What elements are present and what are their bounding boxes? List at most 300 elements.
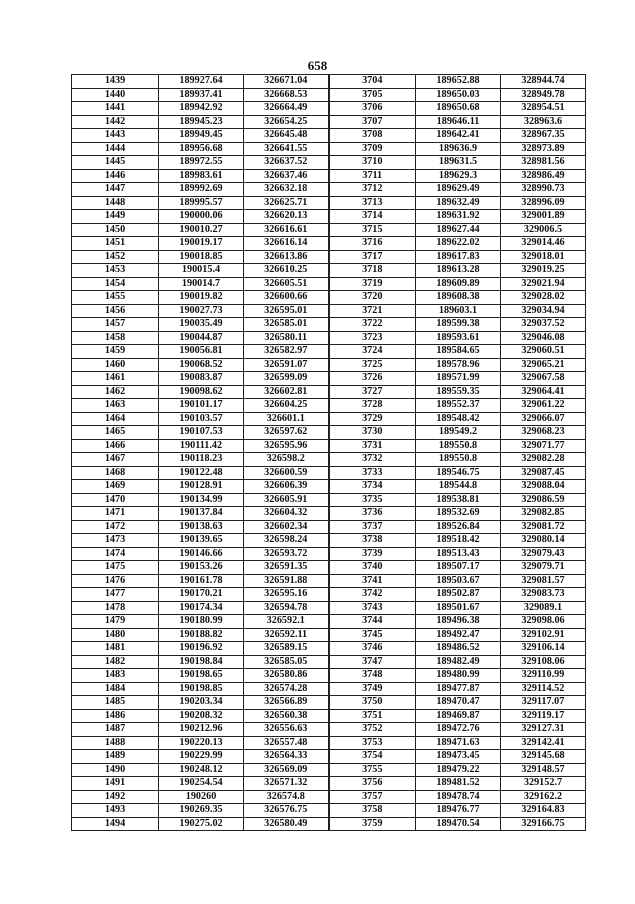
- point-number-left-cell: 1476: [72, 574, 159, 588]
- x-coordinate-right-cell: 189503.67: [416, 574, 501, 588]
- x-coordinate-right-cell: 189552.37: [416, 399, 501, 413]
- y-coordinate-right-cell: 329068.23: [501, 426, 586, 440]
- point-number-right-cell: 3731: [329, 439, 416, 453]
- x-coordinate-right-cell: 189550.8: [416, 439, 501, 453]
- table-row: [72, 588, 586, 602]
- table-row: [72, 574, 586, 588]
- x-coordinate-left-cell: 190254.54: [159, 777, 244, 791]
- point-number-right-cell: 3720: [329, 291, 416, 305]
- x-coordinate-left-cell: 189949.45: [159, 129, 244, 143]
- table-row: [72, 520, 586, 534]
- y-coordinate-left-cell: 326598.2: [244, 453, 329, 467]
- table-row: [72, 480, 586, 494]
- point-number-left-cell: 1449: [72, 210, 159, 224]
- point-number-left-cell: 1444: [72, 142, 159, 156]
- y-coordinate-right-cell: 329148.57: [501, 763, 586, 777]
- x-coordinate-right-cell: 189550.8: [416, 453, 501, 467]
- table-row: [72, 817, 586, 831]
- y-coordinate-right-cell: 329142.41: [501, 736, 586, 750]
- y-coordinate-right-cell: 329083.73: [501, 588, 586, 602]
- y-coordinate-right-cell: 329081.57: [501, 574, 586, 588]
- point-number-right-cell: 3748: [329, 669, 416, 683]
- x-coordinate-right-cell: 189513.43: [416, 547, 501, 561]
- y-coordinate-right-cell: 329046.08: [501, 331, 586, 345]
- table-row: [72, 642, 586, 656]
- point-number-left-cell: 1460: [72, 358, 159, 372]
- point-number-left-cell: 1474: [72, 547, 159, 561]
- point-number-left-cell: 1441: [72, 102, 159, 116]
- table-row: [72, 736, 586, 750]
- x-coordinate-right-cell: 189650.68: [416, 102, 501, 116]
- point-number-right-cell: 3711: [329, 169, 416, 183]
- y-coordinate-left-cell: 326625.71: [244, 196, 329, 210]
- x-coordinate-right-cell: 189469.87: [416, 709, 501, 723]
- y-coordinate-left-cell: 326574.8: [244, 790, 329, 804]
- y-coordinate-left-cell: 326637.46: [244, 169, 329, 183]
- y-coordinate-left-cell: 326574.28: [244, 682, 329, 696]
- y-coordinate-right-cell: 328981.56: [501, 156, 586, 170]
- point-number-left-cell: 1463: [72, 399, 159, 413]
- x-coordinate-right-cell: 189608.38: [416, 291, 501, 305]
- point-number-right-cell: 3758: [329, 804, 416, 818]
- x-coordinate-left-cell: 190128.91: [159, 480, 244, 494]
- table-row: [72, 88, 586, 102]
- y-coordinate-right-cell: 329064.41: [501, 385, 586, 399]
- point-number-left-cell: 1485: [72, 696, 159, 710]
- y-coordinate-right-cell: 329089.1: [501, 601, 586, 615]
- y-coordinate-right-cell: 329079.71: [501, 561, 586, 575]
- point-number-right-cell: 3751: [329, 709, 416, 723]
- point-number-right-cell: 3733: [329, 466, 416, 480]
- x-coordinate-right-cell: 189470.47: [416, 696, 501, 710]
- point-number-right-cell: 3729: [329, 412, 416, 426]
- x-coordinate-left-cell: 189983.61: [159, 169, 244, 183]
- table-row: [72, 358, 586, 372]
- point-number-right-cell: 3739: [329, 547, 416, 561]
- x-coordinate-left-cell: 190083.87: [159, 372, 244, 386]
- x-coordinate-left-cell: 190107.53: [159, 426, 244, 440]
- y-coordinate-right-cell: 329067.58: [501, 372, 586, 386]
- x-coordinate-right-cell: 189479.22: [416, 763, 501, 777]
- point-number-left-cell: 1479: [72, 615, 159, 629]
- x-coordinate-right-cell: 189636.9: [416, 142, 501, 156]
- y-coordinate-left-cell: 326580.11: [244, 331, 329, 345]
- point-number-right-cell: 3735: [329, 493, 416, 507]
- y-coordinate-left-cell: 326605.91: [244, 493, 329, 507]
- x-coordinate-left-cell: 190275.02: [159, 817, 244, 831]
- y-coordinate-right-cell: 328986.49: [501, 169, 586, 183]
- y-coordinate-left-cell: 326585.05: [244, 655, 329, 669]
- y-coordinate-right-cell: 329106.14: [501, 642, 586, 656]
- x-coordinate-left-cell: 190018.85: [159, 250, 244, 264]
- point-number-right-cell: 3725: [329, 358, 416, 372]
- y-coordinate-left-cell: 326605.51: [244, 277, 329, 291]
- point-number-left-cell: 1447: [72, 183, 159, 197]
- x-coordinate-left-cell: 190103.57: [159, 412, 244, 426]
- y-coordinate-left-cell: 326604.32: [244, 507, 329, 521]
- x-coordinate-right-cell: 189632.49: [416, 196, 501, 210]
- x-coordinate-right-cell: 189631.92: [416, 210, 501, 224]
- y-coordinate-right-cell: 328973.89: [501, 142, 586, 156]
- x-coordinate-right-cell: 189617.83: [416, 250, 501, 264]
- x-coordinate-left-cell: 190035.49: [159, 318, 244, 332]
- point-number-left-cell: 1458: [72, 331, 159, 345]
- point-number-left-cell: 1454: [72, 277, 159, 291]
- y-coordinate-left-cell: 326598.24: [244, 534, 329, 548]
- x-coordinate-left-cell: 190044.87: [159, 331, 244, 345]
- x-coordinate-right-cell: 189507.17: [416, 561, 501, 575]
- table-row: [72, 790, 586, 804]
- point-number-left-cell: 1482: [72, 655, 159, 669]
- y-coordinate-right-cell: 329114.52: [501, 682, 586, 696]
- table-row: [72, 169, 586, 183]
- coordinates-table-body: [72, 75, 586, 831]
- table-row: [72, 331, 586, 345]
- y-coordinate-right-cell: 329018.01: [501, 250, 586, 264]
- point-number-left-cell: 1464: [72, 412, 159, 426]
- point-number-right-cell: 3756: [329, 777, 416, 791]
- point-number-right-cell: 3746: [329, 642, 416, 656]
- table-row: [72, 115, 586, 129]
- x-coordinate-right-cell: 189631.5: [416, 156, 501, 170]
- y-coordinate-left-cell: 326557.48: [244, 736, 329, 750]
- point-number-right-cell: 3714: [329, 210, 416, 224]
- x-coordinate-left-cell: 190027.73: [159, 304, 244, 318]
- point-number-left-cell: 1486: [72, 709, 159, 723]
- table-row: [72, 682, 586, 696]
- point-number-right-cell: 3708: [329, 129, 416, 143]
- y-coordinate-right-cell: 329086.59: [501, 493, 586, 507]
- point-number-left-cell: 1493: [72, 804, 159, 818]
- table-row: [72, 196, 586, 210]
- y-coordinate-right-cell: 329001.89: [501, 210, 586, 224]
- table-row: [72, 709, 586, 723]
- y-coordinate-right-cell: 329087.45: [501, 466, 586, 480]
- x-coordinate-right-cell: 189642.41: [416, 129, 501, 143]
- x-coordinate-right-cell: 189526.84: [416, 520, 501, 534]
- point-number-left-cell: 1490: [72, 763, 159, 777]
- y-coordinate-left-cell: 326602.34: [244, 520, 329, 534]
- y-coordinate-right-cell: 329006.5: [501, 223, 586, 237]
- table-row: [72, 399, 586, 413]
- table-row: [72, 142, 586, 156]
- y-coordinate-right-cell: 329082.85: [501, 507, 586, 521]
- x-coordinate-left-cell: 190208.32: [159, 709, 244, 723]
- point-number-left-cell: 1478: [72, 601, 159, 615]
- y-coordinate-left-cell: 326610.25: [244, 264, 329, 278]
- y-coordinate-left-cell: 326595.96: [244, 439, 329, 453]
- y-coordinate-left-cell: 326671.04: [244, 75, 329, 89]
- y-coordinate-right-cell: 328954.51: [501, 102, 586, 116]
- table-row: [72, 453, 586, 467]
- x-coordinate-right-cell: 189486.52: [416, 642, 501, 656]
- y-coordinate-left-cell: 326601.1: [244, 412, 329, 426]
- table-row: [72, 372, 586, 386]
- point-number-right-cell: 3747: [329, 655, 416, 669]
- point-number-right-cell: 3704: [329, 75, 416, 89]
- y-coordinate-left-cell: 326645.48: [244, 129, 329, 143]
- table-row: [72, 696, 586, 710]
- table-row: [72, 412, 586, 426]
- point-number-right-cell: 3740: [329, 561, 416, 575]
- point-number-right-cell: 3737: [329, 520, 416, 534]
- point-number-right-cell: 3709: [329, 142, 416, 156]
- y-coordinate-left-cell: 326595.16: [244, 588, 329, 602]
- x-coordinate-left-cell: 190111.42: [159, 439, 244, 453]
- y-coordinate-left-cell: 326592.1: [244, 615, 329, 629]
- x-coordinate-right-cell: 189518.42: [416, 534, 501, 548]
- point-number-right-cell: 3717: [329, 250, 416, 264]
- x-coordinate-left-cell: 189937.41: [159, 88, 244, 102]
- table-row: [72, 763, 586, 777]
- y-coordinate-right-cell: 329028.02: [501, 291, 586, 305]
- x-coordinate-left-cell: 190220.13: [159, 736, 244, 750]
- point-number-right-cell: 3753: [329, 736, 416, 750]
- x-coordinate-left-cell: 190139.65: [159, 534, 244, 548]
- x-coordinate-right-cell: 189571.99: [416, 372, 501, 386]
- x-coordinate-left-cell: 190198.85: [159, 682, 244, 696]
- x-coordinate-right-cell: 189652.88: [416, 75, 501, 89]
- point-number-left-cell: 1450: [72, 223, 159, 237]
- x-coordinate-left-cell: 190138.63: [159, 520, 244, 534]
- x-coordinate-left-cell: 189956.68: [159, 142, 244, 156]
- table-row: [72, 466, 586, 480]
- y-coordinate-left-cell: 326564.33: [244, 750, 329, 764]
- x-coordinate-left-cell: 190174.34: [159, 601, 244, 615]
- table-row: [72, 129, 586, 143]
- y-coordinate-left-cell: 326664.49: [244, 102, 329, 116]
- point-number-left-cell: 1457: [72, 318, 159, 332]
- point-number-left-cell: 1459: [72, 345, 159, 359]
- x-coordinate-right-cell: 189646.11: [416, 115, 501, 129]
- table-row: [72, 304, 586, 318]
- x-coordinate-right-cell: 189559.35: [416, 385, 501, 399]
- table-row: [72, 75, 586, 89]
- x-coordinate-left-cell: 190137.84: [159, 507, 244, 521]
- point-number-right-cell: 3757: [329, 790, 416, 804]
- y-coordinate-left-cell: 326632.18: [244, 183, 329, 197]
- x-coordinate-right-cell: 189549.2: [416, 426, 501, 440]
- table-row: [72, 628, 586, 642]
- point-number-left-cell: 1471: [72, 507, 159, 521]
- point-number-right-cell: 3713: [329, 196, 416, 210]
- x-coordinate-left-cell: 190198.65: [159, 669, 244, 683]
- point-number-right-cell: 3719: [329, 277, 416, 291]
- point-number-right-cell: 3718: [329, 264, 416, 278]
- point-number-left-cell: 1451: [72, 237, 159, 251]
- point-number-left-cell: 1494: [72, 817, 159, 831]
- y-coordinate-right-cell: 329061.22: [501, 399, 586, 413]
- x-coordinate-right-cell: 189546.75: [416, 466, 501, 480]
- y-coordinate-left-cell: 326604.25: [244, 399, 329, 413]
- x-coordinate-left-cell: 190068.52: [159, 358, 244, 372]
- y-coordinate-right-cell: 329127.31: [501, 723, 586, 737]
- x-coordinate-right-cell: 189627.44: [416, 223, 501, 237]
- point-number-left-cell: 1488: [72, 736, 159, 750]
- point-number-right-cell: 3752: [329, 723, 416, 737]
- x-coordinate-right-cell: 189492.47: [416, 628, 501, 642]
- x-coordinate-left-cell: 189945.23: [159, 115, 244, 129]
- y-coordinate-left-cell: 326641.55: [244, 142, 329, 156]
- x-coordinate-right-cell: 189593.61: [416, 331, 501, 345]
- table-row: [72, 493, 586, 507]
- table-row: [72, 264, 586, 278]
- x-coordinate-right-cell: 189629.3: [416, 169, 501, 183]
- table-row: [72, 561, 586, 575]
- point-number-right-cell: 3710: [329, 156, 416, 170]
- y-coordinate-left-cell: 326597.62: [244, 426, 329, 440]
- x-coordinate-right-cell: 189470.54: [416, 817, 501, 831]
- x-coordinate-right-cell: 189480.99: [416, 669, 501, 683]
- point-number-right-cell: 3722: [329, 318, 416, 332]
- table-row: [72, 223, 586, 237]
- x-coordinate-right-cell: 189622.02: [416, 237, 501, 251]
- x-coordinate-left-cell: 190196.92: [159, 642, 244, 656]
- x-coordinate-left-cell: 190019.17: [159, 237, 244, 251]
- x-coordinate-right-cell: 189502.87: [416, 588, 501, 602]
- table-row: [72, 439, 586, 453]
- y-coordinate-left-cell: 326585.01: [244, 318, 329, 332]
- x-coordinate-left-cell: 190019.82: [159, 291, 244, 305]
- table-row: [72, 655, 586, 669]
- x-coordinate-left-cell: 190000.06: [159, 210, 244, 224]
- point-number-right-cell: 3734: [329, 480, 416, 494]
- point-number-left-cell: 1443: [72, 129, 159, 143]
- x-coordinate-left-cell: 190014.7: [159, 277, 244, 291]
- y-coordinate-right-cell: 328944.74: [501, 75, 586, 89]
- point-number-left-cell: 1466: [72, 439, 159, 453]
- point-number-left-cell: 1453: [72, 264, 159, 278]
- y-coordinate-right-cell: 329119.17: [501, 709, 586, 723]
- point-number-right-cell: 3749: [329, 682, 416, 696]
- point-number-left-cell: 1481: [72, 642, 159, 656]
- y-coordinate-right-cell: 329152.7: [501, 777, 586, 791]
- point-number-left-cell: 1448: [72, 196, 159, 210]
- table-row: [72, 777, 586, 791]
- point-number-left-cell: 1440: [72, 88, 159, 102]
- x-coordinate-right-cell: 189629.49: [416, 183, 501, 197]
- y-coordinate-left-cell: 326591.88: [244, 574, 329, 588]
- table-row: [72, 210, 586, 224]
- x-coordinate-right-cell: 189650.03: [416, 88, 501, 102]
- y-coordinate-right-cell: 329110.99: [501, 669, 586, 683]
- y-coordinate-left-cell: 326589.15: [244, 642, 329, 656]
- point-number-left-cell: 1473: [72, 534, 159, 548]
- table-row: [72, 669, 586, 683]
- point-number-right-cell: 3736: [329, 507, 416, 521]
- y-coordinate-left-cell: 326606.39: [244, 480, 329, 494]
- x-coordinate-right-cell: 189471.63: [416, 736, 501, 750]
- point-number-left-cell: 1487: [72, 723, 159, 737]
- x-coordinate-right-cell: 189482.49: [416, 655, 501, 669]
- table-row: [72, 804, 586, 818]
- point-number-left-cell: 1461: [72, 372, 159, 386]
- x-coordinate-left-cell: 190101.17: [159, 399, 244, 413]
- table-row: [72, 102, 586, 116]
- y-coordinate-left-cell: 326600.59: [244, 466, 329, 480]
- x-coordinate-left-cell: 189992.69: [159, 183, 244, 197]
- y-coordinate-left-cell: 326637.52: [244, 156, 329, 170]
- point-number-left-cell: 1455: [72, 291, 159, 305]
- table-row: [72, 534, 586, 548]
- y-coordinate-right-cell: 329162.2: [501, 790, 586, 804]
- point-number-right-cell: 3707: [329, 115, 416, 129]
- point-number-right-cell: 3705: [329, 88, 416, 102]
- y-coordinate-left-cell: 326668.53: [244, 88, 329, 102]
- point-number-right-cell: 3723: [329, 331, 416, 345]
- point-number-right-cell: 3750: [329, 696, 416, 710]
- point-number-right-cell: 3726: [329, 372, 416, 386]
- y-coordinate-left-cell: 326591.35: [244, 561, 329, 575]
- y-coordinate-right-cell: 329060.51: [501, 345, 586, 359]
- point-number-left-cell: 1452: [72, 250, 159, 264]
- point-number-left-cell: 1446: [72, 169, 159, 183]
- x-coordinate-right-cell: 189548.42: [416, 412, 501, 426]
- x-coordinate-left-cell: 190203.34: [159, 696, 244, 710]
- y-coordinate-right-cell: 328990.73: [501, 183, 586, 197]
- point-number-right-cell: 3721: [329, 304, 416, 318]
- y-coordinate-right-cell: 329098.06: [501, 615, 586, 629]
- x-coordinate-right-cell: 189538.81: [416, 493, 501, 507]
- point-number-left-cell: 1484: [72, 682, 159, 696]
- point-number-left-cell: 1492: [72, 790, 159, 804]
- point-number-left-cell: 1480: [72, 628, 159, 642]
- page-number: 658: [307, 58, 328, 73]
- point-number-left-cell: 1456: [72, 304, 159, 318]
- point-number-left-cell: 1467: [72, 453, 159, 467]
- point-number-right-cell: 3755: [329, 763, 416, 777]
- x-coordinate-right-cell: 189613.28: [416, 264, 501, 278]
- y-coordinate-left-cell: 326600.66: [244, 291, 329, 305]
- y-coordinate-left-cell: 326556.63: [244, 723, 329, 737]
- x-coordinate-left-cell: 189972.55: [159, 156, 244, 170]
- point-number-right-cell: 3727: [329, 385, 416, 399]
- table-row: [72, 183, 586, 197]
- x-coordinate-right-cell: 189544.8: [416, 480, 501, 494]
- x-coordinate-left-cell: 189927.64: [159, 75, 244, 89]
- point-number-right-cell: 3745: [329, 628, 416, 642]
- point-number-left-cell: 1445: [72, 156, 159, 170]
- y-coordinate-left-cell: 326592.11: [244, 628, 329, 642]
- x-coordinate-left-cell: 190153.26: [159, 561, 244, 575]
- y-coordinate-left-cell: 326591.07: [244, 358, 329, 372]
- table-row: [72, 507, 586, 521]
- point-number-right-cell: 3716: [329, 237, 416, 251]
- table-row: [72, 723, 586, 737]
- point-number-right-cell: 3741: [329, 574, 416, 588]
- x-coordinate-left-cell: 190010.27: [159, 223, 244, 237]
- y-coordinate-right-cell: 329021.94: [501, 277, 586, 291]
- y-coordinate-left-cell: 326566.89: [244, 696, 329, 710]
- table-row: [72, 385, 586, 399]
- y-coordinate-right-cell: 329102.91: [501, 628, 586, 642]
- y-coordinate-right-cell: 328949.78: [501, 88, 586, 102]
- y-coordinate-right-cell: 328967.35: [501, 129, 586, 143]
- x-coordinate-right-cell: 189584.65: [416, 345, 501, 359]
- point-number-right-cell: 3706: [329, 102, 416, 116]
- y-coordinate-left-cell: 326582.97: [244, 345, 329, 359]
- point-number-left-cell: 1491: [72, 777, 159, 791]
- table-row: [72, 750, 586, 764]
- point-number-left-cell: 1469: [72, 480, 159, 494]
- x-coordinate-right-cell: 189473.45: [416, 750, 501, 764]
- point-number-left-cell: 1489: [72, 750, 159, 764]
- point-number-left-cell: 1465: [72, 426, 159, 440]
- point-number-right-cell: 3715: [329, 223, 416, 237]
- x-coordinate-right-cell: 189477.87: [416, 682, 501, 696]
- x-coordinate-right-cell: 189501.67: [416, 601, 501, 615]
- y-coordinate-right-cell: 329066.07: [501, 412, 586, 426]
